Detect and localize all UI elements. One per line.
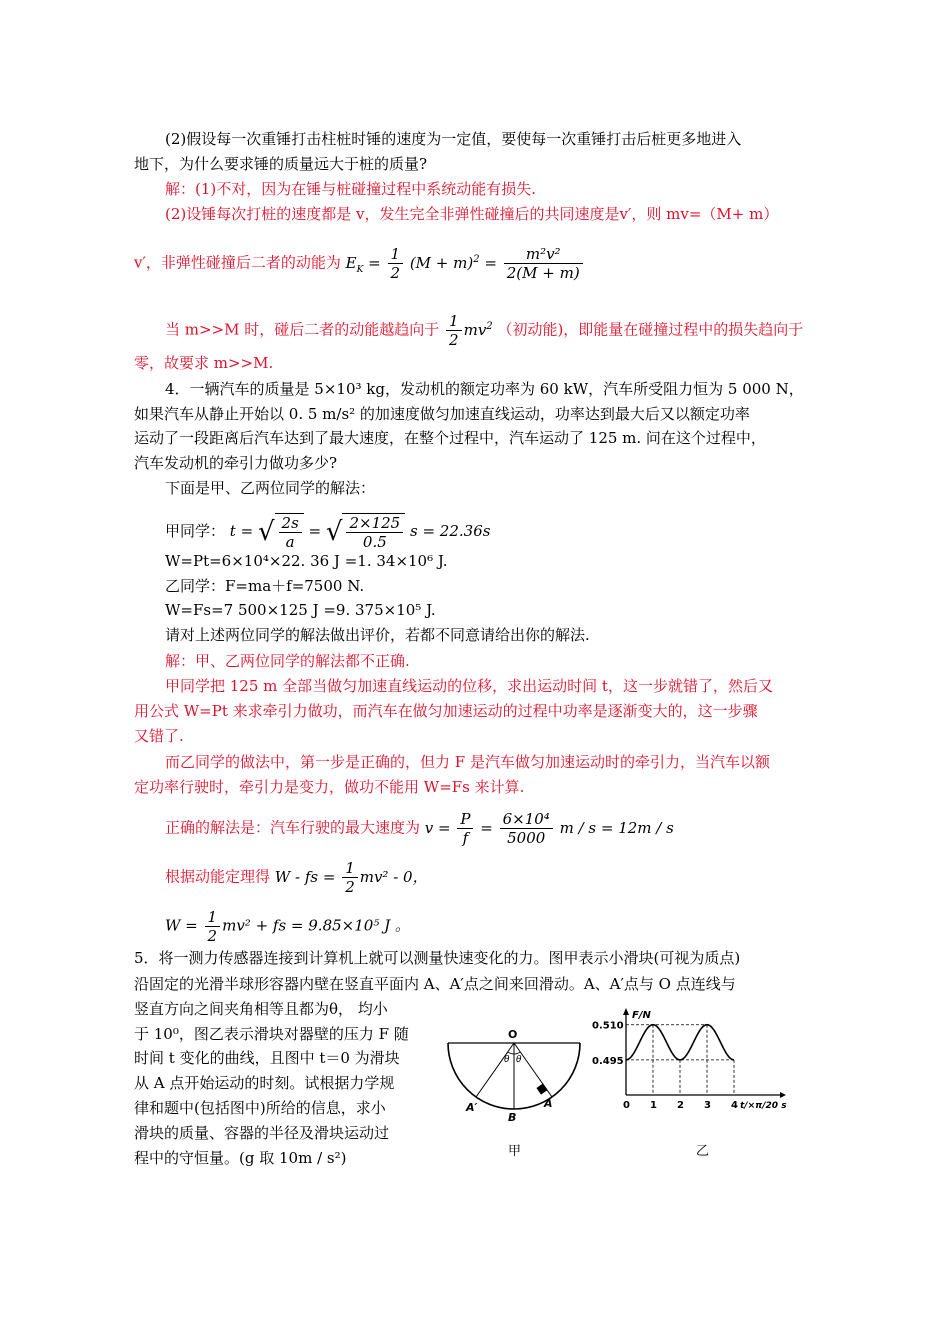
y-tick-label: 0.495	[592, 1055, 624, 1067]
jia-label: 甲同学：	[165, 522, 226, 540]
speed-fraction	[500, 810, 553, 847]
x-tick-label: 4	[731, 1100, 738, 1111]
q5-line-6: 从 A 点开始运动的时刻。试根据力学规	[134, 1074, 395, 1092]
q4-line-2: 如果汽车从静止开始以 0. 5 m/s² 的加速度做匀加速直线运动，功率达到最大后又以额定功率	[134, 405, 750, 423]
kinetic-energy-formula	[345, 245, 585, 282]
q4-line-4: 汽车发动机的牵引力做功多少?	[134, 454, 338, 472]
theorem-prefix: 根据动能定理得	[165, 867, 271, 886]
q4-line-5: 下面是甲、乙两位同学的解法：	[165, 479, 376, 497]
q5-line-9: 程中的守恒量。(g 取 10m / s²)	[134, 1149, 347, 1167]
f-den: f	[462, 829, 469, 847]
q5-line-5: 时间 t 变化的曲线，且图中 t＝0 为滑块	[134, 1049, 400, 1067]
half-den-3: 2	[345, 878, 355, 896]
x-tick-label: 3	[704, 1100, 711, 1111]
point-o-label: O	[508, 1028, 518, 1041]
figure-jia-caption: 甲	[508, 1144, 522, 1159]
ek-subscript: K	[356, 264, 364, 275]
x-tick-label: 2	[677, 1100, 684, 1111]
theta-right-label: θ	[516, 1055, 522, 1065]
x-axis-arrow	[780, 1092, 786, 1098]
point-b-label: B	[508, 1111, 517, 1124]
figure-yi-chart	[590, 1005, 790, 1125]
sqrt-fraction	[279, 514, 302, 551]
sqrt-body-2	[342, 513, 405, 551]
y-axis-arrow	[623, 1008, 629, 1015]
theorem-rhs: mv² - 0，	[359, 867, 428, 886]
speed-num: 6×10⁴	[500, 810, 553, 829]
y-tick-label: 0.510	[592, 1020, 624, 1032]
force-curve	[626, 1025, 734, 1060]
x-axis-label: t/×π/20 s	[740, 1101, 787, 1111]
answer-4-line-7	[165, 810, 674, 847]
sqrt-num: 2s	[279, 514, 302, 533]
sqrt-icon: √	[257, 517, 275, 547]
time-formula: t = √ $\frac{2s}{a}$ = √ $\frac{2\times 125}{0.5}$ s = 22.36s	[229, 514, 491, 551]
answer-3-line-4-prefix: 当 m>>M 时，碰后二者的动能越趋向于	[165, 320, 440, 339]
answer-4-line-2: 甲同学把 125 m 全部当做匀加速直线运动的位移，求出运动时间 t，这一步就错了，然后又	[165, 677, 773, 695]
q5-line-1: 5．将一测力传感器连接到计算机上就可以测量快速变化的力。图甲表示小滑块(可视为质点)	[134, 949, 741, 967]
theta-left-label: θ	[504, 1055, 510, 1065]
half-num-3: 1	[342, 859, 358, 878]
sqrt-num-2: 2×125	[346, 514, 403, 533]
x-tick-label: 0	[623, 1100, 630, 1111]
point-a-label: A	[544, 1097, 553, 1110]
max-speed-prefix: 正确的解法是：汽车行驶的最大速度为	[165, 818, 421, 837]
equals-sign: =	[368, 253, 381, 272]
speed-den: 5000	[507, 829, 546, 847]
time-result: s = 22.36s	[410, 522, 491, 540]
half-den: 2	[390, 264, 401, 282]
square-exponent: 2	[473, 253, 480, 265]
q4-line-3: 运动了一段距离后汽车达到了最大速度，在整个过程中，汽车运动了 125 m. 问在这个过程中，	[134, 429, 766, 447]
q4-ask: 请对上述两位同学的解法做出评价，若都不同意请给出你的解法.	[165, 626, 590, 644]
sqrt-den-2: 0.5	[362, 533, 387, 551]
half-den-2: 2	[449, 331, 459, 349]
mv-text: mv	[463, 320, 487, 339]
p-over-f	[457, 810, 473, 847]
half-fraction-4	[205, 908, 221, 945]
line-oa-prime	[476, 1043, 514, 1097]
initial-ke-formula	[444, 312, 497, 349]
figure-jia-hemisphere	[440, 1025, 590, 1140]
q3b-line-1: (2)假设每一次重锤打击柱桩时锤的速度为一定值，要使每一次重锤打击后桩更多地进入	[165, 130, 742, 148]
sqrt-den: a	[285, 533, 295, 551]
work-lhs: W =	[165, 916, 198, 935]
square-exponent-2: 2	[486, 320, 493, 332]
theorem-lhs: W - fs =	[274, 867, 336, 886]
half-num-2: 1	[446, 312, 462, 331]
point-a-prime-label: A′	[466, 1101, 478, 1114]
work-result: mv² + fs = 9.85×10⁵ J 。	[222, 916, 410, 935]
x-tick-label: 1	[650, 1100, 657, 1111]
answer-3-line-2: (2)设锤每次打桩的速度都是 v，发生完全非弹性碰撞后的共同速度是v′，则 mv=（M+ m）	[165, 205, 779, 223]
ek-den: 2(M + m)	[506, 264, 580, 282]
equals-sign-2: =	[484, 253, 497, 272]
jia-solution	[165, 513, 490, 551]
q5-line-4: 于 10⁰，图乙表示滑块对器壁的压力 F 随	[134, 1025, 409, 1043]
answer-3-line-5: 零，故要求 m>>M.	[134, 354, 274, 372]
answer-3-line-4-suffix: （初动能)，即能量在碰撞过程中的损失趋向于	[497, 320, 804, 339]
p-num: P	[457, 810, 473, 829]
answer-4-line-8	[165, 859, 428, 896]
mass-sum: (M + m)	[409, 253, 474, 272]
q3b-line-2: 地下，为什么要求锤的质量远大于桩的质量?	[134, 155, 428, 173]
answer-4-line-1: 解：甲、乙两位同学的解法都不正确.	[165, 652, 410, 670]
q5-line-2: 沿固定的光滑半球形容器内壁在竖直平面内 A、A′点之间来回滑动。A、A′点与 O 点连线与	[134, 975, 736, 993]
answer-4-line-5: 而乙同学的做法中，第一步是正确的，但力 F 是汽车做匀加速运动时的牵引力，当汽车以额	[165, 753, 770, 771]
q4-line-1: 4．一辆汽车的质量是 5×10³ kg，发动机的额定功率为 60 kW，汽车所受阻力恒为 5 000 N，	[165, 380, 804, 398]
theorem-formula	[274, 859, 428, 896]
answer-3-line-1: 解：(1)不对，因为在锤与桩碰撞过程中系统动能有损失.	[165, 180, 537, 198]
q5-line-3: 竖直方向之间夹角相等且都为θ， 均小	[134, 1000, 388, 1018]
slider-block	[536, 1083, 547, 1094]
ek-num: m²v²	[504, 245, 583, 264]
answer-4-line-6: 定功率行驶时，牵引力是变力，做功不能用 W=Fs 来计算.	[134, 778, 525, 796]
ek-symbol: E	[345, 253, 357, 272]
sqrt-body	[275, 513, 304, 551]
sqrt-fraction-2	[346, 514, 403, 551]
ek-fraction	[504, 245, 583, 282]
jia-work: W=Pt=6×10⁴×22. 36 J =1. 34×10⁶ J.	[165, 552, 448, 570]
half-fraction	[388, 245, 404, 282]
answer-3-line-4	[165, 312, 803, 349]
speed-result: m / s = 12m / s	[559, 818, 674, 837]
half-fraction-2	[446, 312, 462, 349]
q5-line-7: 律和题中(包括图中)所给的信息，求小	[134, 1099, 386, 1117]
y-axis-label: F/N	[632, 1010, 651, 1021]
yi-work: W=Fs=7 500×125 J =9. 375×10⁵ J.	[165, 601, 436, 619]
answer-4-line-3: 用公式 W=Pt 来求牵引力做功，而汽车在做匀加速运动的过程中功率是逐渐变大的，这一步骤	[134, 702, 758, 720]
figure-yi-caption: 乙	[696, 1144, 710, 1159]
yi-force: 乙同学：F=ma＋f=7500 N.	[165, 577, 365, 595]
v-eq: v =	[424, 818, 451, 837]
half-fraction-3	[342, 859, 358, 896]
t-eq: t =	[229, 522, 254, 540]
answer-4-line-9	[165, 908, 410, 945]
max-speed-formula: v = $\frac{P}{f}$ = $\frac{\text{6×10⁴}}{5000}$ m / s = 12m / s	[424, 810, 674, 847]
half-num: 1	[388, 245, 404, 264]
answer-3-line-3	[134, 245, 585, 282]
half-den-4: 2	[207, 927, 218, 945]
answer-4-line-4: 又错了.	[134, 727, 184, 745]
q5-line-8: 滑块的质量、容器的半径及滑块运动过	[134, 1124, 390, 1142]
half-num-4: 1	[205, 908, 221, 927]
sqrt-icon-2: √	[325, 517, 343, 547]
answer-3-prefix: v′，非弹性碰撞后二者的动能为	[134, 253, 341, 272]
